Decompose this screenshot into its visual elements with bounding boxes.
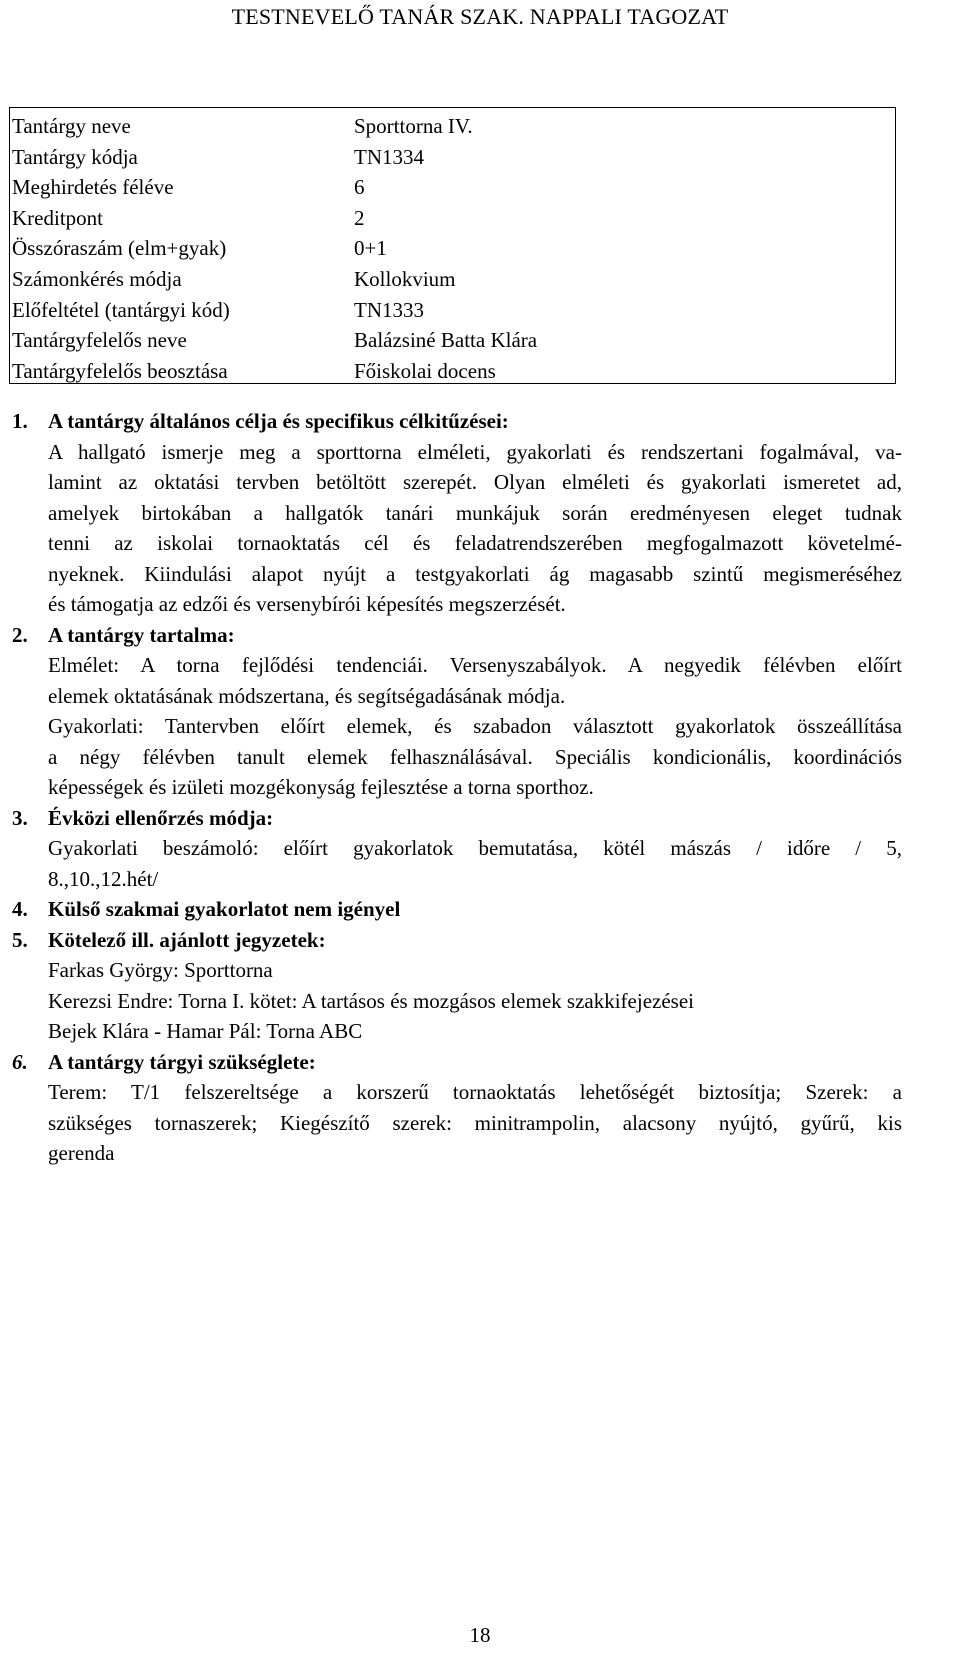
info-label: Előfeltétel (tantárgyi kód)	[12, 297, 230, 322]
reference-item: Kerezsi Endre: Torna I. kötet: A tartásos és mozgásos elemek szakkifejezései	[48, 988, 694, 1013]
text-line: A hallgató ismerje meg a sporttorna elméleti, gyakorlati és rendszertani fogalmával, va-	[48, 439, 902, 464]
text-line: a négy félévben tanult elemek felhasználásával. Speciális kondicionális, koordinációs	[48, 744, 902, 769]
info-value: Főiskolai docens	[354, 358, 496, 383]
info-label: Meghirdetés féléve	[12, 175, 174, 200]
text-line: Terem: T/1 felszereltsége a korszerű tornaoktatás lehetőségét biztosítja; Szerek: a	[48, 1080, 902, 1104]
section-2-body	[48, 650, 902, 803]
course-info-table	[9, 107, 896, 384]
section-2-heading	[12, 620, 902, 651]
section-title: A tantárgy általános célja és specifikus célkitűzései:	[48, 409, 509, 433]
info-label: Számonkérés módja	[12, 266, 182, 291]
text-line: tenni az iskolai tornaoktatás cél és feladatrendszerében megfogalmazott követelmé-	[48, 531, 902, 555]
section-number: 3.	[12, 805, 28, 830]
text-line: és támogatja az edzői és versenybírói képesítés megszerzését.	[48, 592, 566, 616]
section-number: 4.	[12, 897, 28, 921]
info-label: Összóraszám (elm+gyak)	[12, 236, 227, 261]
page-number: 18	[469, 1623, 491, 1647]
info-value: TN1334	[354, 144, 424, 169]
section-6-heading	[12, 1047, 902, 1078]
info-value: 2	[354, 205, 365, 230]
section-title: Évközi ellenőrzés módja:	[48, 805, 274, 830]
section-6-body	[48, 1077, 902, 1169]
info-row	[11, 111, 895, 142]
info-value: 0+1	[354, 236, 387, 261]
section-3-heading	[12, 803, 902, 834]
section-number: 5.	[12, 927, 28, 952]
info-row	[11, 203, 895, 234]
info-row	[11, 142, 895, 173]
section-title: Kötelező ill. ajánlott jegyzetek:	[48, 927, 326, 952]
info-row	[11, 264, 895, 295]
info-value: Balázsiné Batta Klára	[354, 328, 538, 353]
info-value: TN1333	[354, 297, 424, 322]
info-label: Tantárgy kódja	[12, 144, 138, 169]
info-value: Sporttorna IV.	[354, 114, 473, 138]
section-3-body	[48, 833, 902, 894]
info-row	[11, 233, 895, 264]
info-label: Tantárgyfelelős neve	[12, 328, 187, 353]
section-5-heading	[12, 925, 902, 956]
section-number: 2.	[12, 622, 28, 647]
text-line: 8.,10.,12.hét/	[48, 866, 159, 891]
section-title: Külső szakmai gyakorlatot nem igényel	[48, 897, 401, 921]
info-row	[11, 295, 895, 326]
reference-item: Bejek Klára - Hamar Pál: Torna ABC	[48, 1019, 363, 1043]
text-line: gerenda	[48, 1141, 115, 1165]
text-line: képességek és izületi mozgékonyság fejlesztése a torna sporthoz.	[48, 775, 594, 799]
info-row	[11, 325, 895, 356]
section-1-heading	[12, 406, 902, 437]
text-line: nyeknek. Kiindulási alapot nyújt a testgyakorlati ág magasabb szintű megismeréséhez	[48, 561, 902, 586]
course-description	[12, 406, 902, 1169]
text-line: Gyakorlati beszámoló: előírt gyakorlatok bemutatása, kötél mászás / időre / 5,	[48, 836, 902, 860]
section-1-body	[48, 437, 902, 620]
text-line: szükséges tornaszerek; Kiegészítő szerek: minitrampolin, alacsony nyújtó, gyűrű, kis	[48, 1110, 902, 1135]
section-number: 6.	[12, 1049, 28, 1074]
info-label: Kreditpont	[12, 205, 103, 230]
text-line: lamint az oktatási tervben betöltött szerepét. Olyan elméleti és gyakorlati ismeretet ad,	[48, 470, 902, 494]
section-number: 1.	[12, 409, 28, 433]
text-line: elemek oktatásának módszertana, és segítségadásának módja.	[48, 683, 566, 708]
info-value: Kollokvium	[354, 266, 456, 291]
info-value: 6	[354, 175, 365, 200]
text-line: Gyakorlati: Tantervben előírt elemek, és szabadon választott gyakorlatok összeállítása	[48, 714, 902, 738]
section-4-heading	[12, 894, 902, 925]
info-label: Tantárgyfelelős beosztása	[12, 358, 228, 383]
text-line: Elmélet: A torna fejlődési tendenciái. Versenyszabályok. A negyedik félévben előírt	[48, 653, 902, 677]
info-label: Tantárgy neve	[12, 114, 131, 138]
text-line: amelyek birtokában a hallgatók tanári munkájuk során eredményesen eleget tudnak	[48, 500, 902, 525]
page-header: TESTNEVELŐ TANÁR SZAK. NAPPALI TAGOZAT	[231, 4, 729, 29]
section-title: A tantárgy tartalma:	[48, 622, 235, 647]
info-row	[11, 172, 895, 203]
section-title: A tantárgy tárgyi szükséglete:	[48, 1049, 316, 1074]
info-row	[11, 356, 895, 387]
reference-item: Farkas György: Sporttorna	[48, 958, 273, 982]
